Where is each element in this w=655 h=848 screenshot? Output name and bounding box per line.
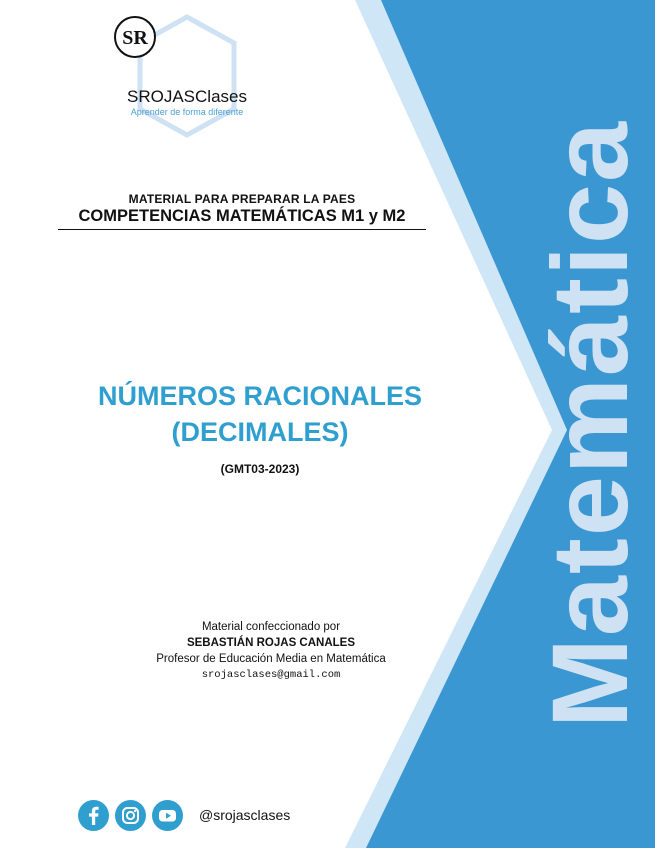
author-role: Profesor de Educación Media en Matemática [156, 653, 386, 665]
author-name: SEBASTIÁN ROJAS CANALES [186, 637, 356, 649]
title-block [60, 378, 460, 476]
header-subject: COMPETENCIAS MATEMÁTICAS M1 y M2 [58, 207, 426, 230]
author-email[interactable]: srojasclases@gmail.com [201, 669, 341, 681]
facebook-icon[interactable] [78, 800, 109, 831]
document-code: (GMT03-2023) [220, 462, 300, 476]
document-title-line2: (DECIMALES) [171, 417, 349, 447]
document-title-line1: NÚMEROS RACIONALES [97, 381, 422, 411]
logo [112, 14, 262, 138]
instagram-icon[interactable] [115, 800, 146, 831]
author-block [86, 619, 456, 683]
header-kicker: MATERIAL PARA PREPARAR LA PAES [128, 192, 356, 206]
author-intro: Material confeccionado por [201, 621, 341, 633]
logo-name: SROJASClases [127, 87, 247, 106]
header [58, 192, 426, 230]
logo-tagline: Aprender de forma diferente [130, 107, 244, 117]
logo-mark [112, 14, 158, 60]
social-handle[interactable]: @srojasclases [199, 807, 291, 823]
logo-mark-text: SR [122, 27, 148, 49]
social-bar [78, 799, 290, 831]
youtube-icon[interactable] [152, 800, 183, 831]
side-banner-word: Matemática [529, 119, 650, 729]
